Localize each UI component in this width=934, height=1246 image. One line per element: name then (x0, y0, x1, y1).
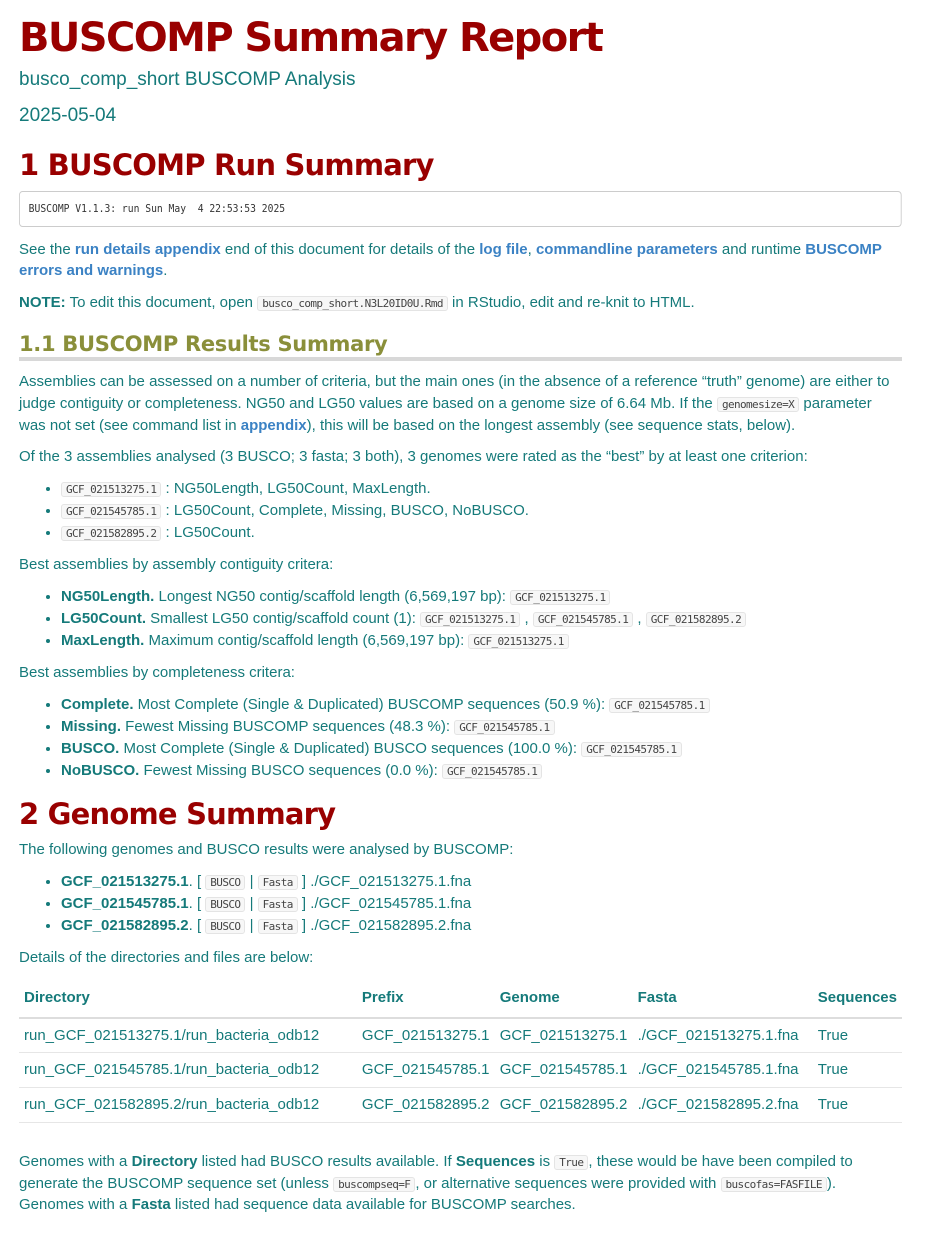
cell-genome: GCF_021545785.1 (495, 1053, 633, 1088)
errors-warnings-link[interactable]: BUSCOMP errors and warnings (19, 240, 882, 280)
criteria-intro-paragraph (19, 371, 902, 436)
list-item (61, 608, 902, 630)
list-item (61, 760, 902, 782)
buscompseq-param: buscompseq=F (333, 1177, 415, 1192)
list-item (61, 738, 902, 760)
genome-name: GCF_021545785.1 (61, 895, 189, 913)
genome-id: GCF_021545785.1 (454, 720, 554, 735)
report-subtitle: busco_comp_short BUSCOMP Analysis (19, 69, 356, 90)
criterion-label: BUSCO. (61, 739, 120, 757)
cell-sequences: True (813, 1053, 902, 1088)
genome-files-table (19, 979, 902, 1123)
table-row (19, 1018, 902, 1053)
table-row (19, 1053, 902, 1088)
fasta-path: ./GCF_021582895.2.fna (310, 917, 472, 935)
list-item (61, 522, 902, 544)
genome-id: GCF_021545785.1 (442, 764, 542, 779)
cell-prefix: GCF_021545785.1 (357, 1053, 495, 1088)
busco-tag: BUSCO (205, 919, 245, 934)
column-header-sequences: Sequences (813, 979, 902, 1018)
report-date: 2025-05-04 (19, 104, 117, 126)
text: . [ (188, 917, 206, 935)
table-row (19, 1088, 902, 1123)
cell-directory: run_GCF_021582895.2/run_bacteria_odb12 (19, 1088, 357, 1123)
genome-table-footnote (19, 1151, 902, 1216)
criterion-label: MaxLength. (61, 631, 145, 649)
section-heading-run-summary: 1 BUSCOMP Run Summary (19, 148, 434, 183)
cell-directory: run_GCF_021545785.1/run_bacteria_odb12 (19, 1053, 357, 1088)
note-paragraph (19, 292, 902, 314)
genome-name: GCF_021582895.2 (61, 917, 189, 935)
genome-id: GCF_021513275.1 (61, 482, 161, 497)
text: parameter was not set (see command list in (19, 394, 872, 434)
separator: | (245, 873, 258, 891)
contiguity-criteria-list (19, 586, 902, 652)
assemblies-analysed-paragraph: Of the 3 assemblies analysed (3 BUSCO; 3 fasta; 3 both), 3 genomes were rated as the “best” by at least one criterion: (19, 448, 808, 466)
report-title: BUSCOMP Summary Report (19, 15, 603, 61)
buscofas-param: buscofas=FASFILE (721, 1177, 827, 1192)
column-header-prefix: Prefix (357, 979, 495, 1018)
fasta-path: ./GCF_021513275.1.fna (310, 873, 472, 891)
busco-tag: BUSCO (205, 897, 245, 912)
genome-id: GCF_021545785.1 (533, 612, 633, 627)
separator: | (245, 917, 258, 935)
run-details-paragraph (19, 239, 902, 283)
genomes-list (19, 871, 902, 937)
fasta-tag: Fasta (258, 897, 298, 912)
text: See the (19, 240, 75, 258)
text: , or alternative sequences were provided with (415, 1174, 721, 1192)
criterion-desc: Maximum contig/scaffold length (6,569,197 bp): (144, 631, 469, 649)
text: end of this document for details of the (220, 240, 480, 258)
text: ] (297, 895, 311, 913)
criteria-text: : LG50Count. (161, 524, 255, 542)
criterion-desc: Fewest Missing BUSCOMP sequences (48.3 %): (121, 717, 455, 735)
genome-id: GCF_021513275.1 (510, 590, 610, 605)
text: . [ (188, 895, 206, 913)
genome-id: GCF_021513275.1 (468, 634, 568, 649)
list-item (61, 500, 902, 522)
text: listed had sequence data available for BUSCOMP searches. (170, 1196, 576, 1214)
list-item (61, 630, 902, 652)
text: ). Genomes with a (19, 1174, 837, 1214)
directory-term: Directory (131, 1152, 198, 1170)
genome-name: GCF_021513275.1 (61, 873, 189, 891)
best-genomes-list (19, 478, 902, 544)
criterion-label: NG50Length. (61, 587, 155, 605)
text: ), this will be based on the longest assembly (see sequence stats, below). (306, 416, 796, 434)
list-item (61, 694, 902, 716)
criterion-desc: Longest NG50 contig/scaffold length (6,569,197 bp): (154, 587, 511, 605)
cell-genome: GCF_021582895.2 (495, 1088, 633, 1123)
sequences-term: Sequences (455, 1152, 536, 1170)
criterion-label: Missing. (61, 717, 122, 735)
cell-genome: GCF_021513275.1 (495, 1018, 633, 1053)
list-item (61, 871, 902, 893)
genome-id: GCF_021582895.2 (646, 612, 746, 627)
criterion-label: Complete. (61, 695, 134, 713)
appendix-link[interactable]: appendix (240, 416, 307, 434)
text: , (527, 240, 536, 258)
run-info-block: BUSCOMP V1.1.3: run Sun May 4 22:53:53 2025 (19, 191, 902, 227)
list-item (61, 478, 902, 500)
contiguity-intro: Best assemblies by assembly contiguity critera: (19, 556, 334, 574)
list-item (61, 893, 902, 915)
column-header-fasta: Fasta (633, 979, 813, 1018)
table-header-row (19, 979, 902, 1018)
cell-directory: run_GCF_021513275.1/run_bacteria_odb12 (19, 1018, 357, 1053)
text: Assemblies can be assessed on a number of criteria, but the main ones (in the absence of a reference “truth” genome) are either to judge contiguity or completeness. NG50 and LG50 values are based on a genome size of 6.64 Mb. If the (19, 373, 890, 412)
cell-sequences: True (813, 1018, 902, 1053)
genome-id: GCF_021545785.1 (609, 698, 709, 713)
cell-prefix: GCF_021513275.1 (357, 1018, 495, 1053)
separator: , (633, 609, 646, 627)
busco-tag: BUSCO (205, 875, 245, 890)
list-item (61, 716, 902, 738)
run-details-appendix-link[interactable]: run details appendix (74, 240, 221, 258)
separator: | (245, 895, 258, 913)
criterion-label: NoBUSCO. (61, 761, 140, 779)
fasta-path: ./GCF_021545785.1.fna (310, 895, 472, 913)
criterion-desc: Smallest LG50 contig/scaffold count (1): (146, 609, 421, 627)
criteria-text: : LG50Count, Complete, Missing, BUSCO, NoBUSCO. (161, 502, 529, 520)
genome-summary-intro: The following genomes and BUSCO results were analysed by BUSCOMP: (19, 841, 514, 859)
commandline-parameters-link[interactable]: commandline parameters (535, 240, 718, 258)
text: and runtime (717, 240, 806, 258)
column-header-directory: Directory (19, 979, 357, 1018)
text: in RStudio, edit and re-knit to HTML. (447, 294, 695, 312)
text: ] (297, 917, 311, 935)
cell-fasta: ./GCF_021545785.1.fna (633, 1053, 813, 1088)
column-header-genome: Genome (495, 979, 633, 1018)
text: Genomes with a (19, 1152, 132, 1170)
criterion-label: LG50Count. (61, 609, 146, 627)
genome-id: GCF_021582895.2 (61, 526, 161, 541)
note-label: NOTE: (19, 294, 66, 312)
completeness-intro: Best assemblies by completeness critera: (19, 663, 295, 681)
criteria-text: : NG50Length, LG50Count, MaxLength. (161, 480, 431, 498)
fasta-term: Fasta (131, 1196, 171, 1214)
criterion-desc: Fewest Missing BUSCO sequences (0.0 %): (139, 761, 442, 779)
criterion-desc: Most Complete (Single & Duplicated) BUSCOMP sequences (50.9 %): (133, 695, 610, 713)
fasta-tag: Fasta (258, 919, 298, 934)
genome-id: GCF_021545785.1 (61, 504, 161, 519)
log-file-link[interactable]: log file (479, 240, 528, 258)
details-intro: Details of the directories and files are below: (19, 949, 314, 967)
rmd-filename: busco_comp_short.N3L20ID0U.Rmd (257, 296, 448, 311)
text: To edit this document, open (65, 294, 258, 312)
cell-sequences: True (813, 1088, 902, 1123)
text: , these would be have been compiled to generate the BUSCOMP sequence set (unless (19, 1152, 853, 1192)
true-value: True (554, 1155, 588, 1170)
text: listed had BUSCO results available. If (197, 1152, 456, 1170)
cell-prefix: GCF_021582895.2 (357, 1088, 495, 1123)
genome-id: GCF_021545785.1 (581, 742, 681, 757)
genome-id: GCF_021513275.1 (420, 612, 520, 627)
cell-fasta: ./GCF_021582895.2.fna (633, 1088, 813, 1123)
text: . [ (188, 873, 206, 891)
separator: , (520, 609, 533, 627)
text: is (535, 1152, 555, 1170)
fasta-tag: Fasta (258, 875, 298, 890)
section-heading-genome-summary: 2 Genome Summary (19, 796, 336, 831)
genomesize-param: genomesize=X (717, 397, 799, 412)
list-item (61, 586, 902, 608)
criterion-desc: Most Complete (Single & Duplicated) BUSCO sequences (100.0 %): (119, 739, 582, 757)
cell-fasta: ./GCF_021513275.1.fna (633, 1018, 813, 1053)
list-item (61, 915, 902, 937)
completeness-criteria-list (19, 694, 902, 782)
text: . (163, 262, 168, 280)
section-heading-results-summary: 1.1 BUSCOMP Results Summary (19, 332, 902, 361)
text: ] (297, 873, 311, 891)
